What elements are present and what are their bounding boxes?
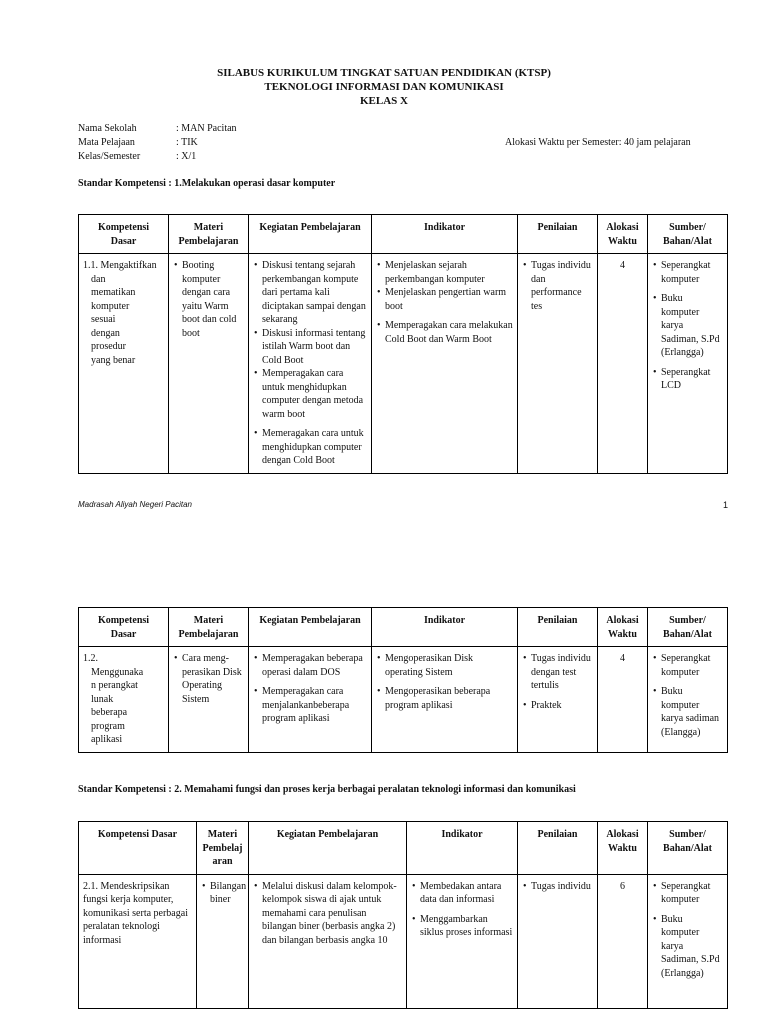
cell-kd: 1.2. Menggunaka n perangkat lunak beberapa program aplikasi [79,647,169,753]
syllabus-table-2 [78,607,728,753]
cell-kegiatan: • Diskusi tentang sejarah perkembangan kompute dari pertama kali diciptakan sampai dengan sekarang • Diskusi informasi tentang istilah Warm boot dan Cold Boot • Memperagakan cara untuk menghidupkan computer dengan metoda warm boot • Memeragakan cara untuk menghidupkan computer dengan Cold Boot [249,254,372,474]
meta-school [78,122,237,136]
col-materi: Materi Pembelaj aran [197,822,249,875]
cell-kegiatan: • Memperagakan beberapa operasi dalam DOS • Memperagakan cara menjalankanbeberapa program aplikasi [249,647,372,753]
doc-class: KELAS X [360,95,408,107]
col-indikator: Indikator [407,822,518,875]
cell-alokasi: 4 [598,254,648,474]
meta-class-label: Kelas/Semester [78,151,141,162]
cell-sumber: • Seperangkat komputer • Buku komputer karya Sadiman, S.Pd (Erlangga) • Seperangkat LCD [648,254,728,474]
page-footer [78,500,728,509]
col-penilaian: Penilaian [518,215,598,254]
table-row [79,647,728,753]
col-alokasi: Alokasi Waktu [598,822,648,875]
meta-class-value: : X/1 [176,151,197,162]
cell-materi: • Booting komputer dengan cara yaitu Warm boot dan cold boot [169,254,249,474]
cell-penilaian: • Tugas individu [518,874,598,1008]
col-kegiatan: Kegiatan Pembelajaran [249,608,372,647]
meta-subject-value: : TIK [176,137,198,148]
col-kd: Kompetensi Dasar [79,822,197,875]
cell-sumber: • Seperangkat komputer • Buku komputer karya sadiman (Elangga) [648,647,728,753]
cell-kd: 1.1. Mengaktifkan dan mematikan komputer sesuai dengan prosedur yang benar [79,254,169,474]
col-penilaian: Penilaian [518,608,598,647]
table-header-row [79,822,728,875]
footer-text: Madrasah Aliyah Negeri Pacitan [78,500,192,509]
cell-indikator: • Mengoperasikan Disk operating Sistem • Mengoperasikan beberapa program aplikasi [372,647,518,753]
col-indikator: Indikator [372,608,518,647]
col-kd: Kompetensi Dasar [79,215,169,254]
col-alokasi: Alokasi Waktu [598,215,648,254]
col-kegiatan: Kegiatan Pembelajaran [249,822,407,875]
col-sumber: Sumber/ Bahan/Alat [648,822,728,875]
col-kegiatan: Kegiatan Pembelajaran [249,215,372,254]
table-row [79,874,728,1008]
meta-alloc: Alokasi Waktu per Semester: 40 jam pelajaran [505,137,691,148]
col-materi: Materi Pembelajaran [169,215,249,254]
cell-kd: 2.1. Mendeskripsikan fungsi kerja komputer, komunikasi serta perbagai peralatan teknologi informasi [79,874,197,1008]
doc-subtitle: TEKNOLOGI INFORMASI DAN KOMUNIKASI [264,81,504,93]
meta-subject-label: Mata Pelajaan [78,137,135,148]
table-header-row [79,608,728,647]
cell-penilaian: • Tugas individu dan performance tes [518,254,598,474]
standard-competency-1: Standar Kompetensi : 1.Melakukan operasi dasar komputer [78,178,336,189]
cell-materi: • Cara meng-perasikan Disk Operating Sistem [169,647,249,753]
meta-school-label: Nama Sekolah [78,123,137,134]
col-sumber: Sumber/ Bahan/Alat [648,608,728,647]
cell-indikator: • Menjelaskan sejarah perkembangan komputer • Menjelaskan pengertian warm boot • Memperagakan cara melakukan Cold Boot dan Warm Boot [372,254,518,474]
col-sumber: Sumber/ Bahan/Alat [648,215,728,254]
syllabus-table-1 [78,214,728,474]
cell-materi: • Bilangan biner [197,874,249,1008]
syllabus-table-3 [78,821,728,1009]
cell-sumber: • Seperangkat komputer • Buku komputer karya Sadiman, S.Pd (Erlangga) [648,874,728,1008]
cell-indikator: • Membedakan antara data dan informasi • Menggambarkan siklus proses informasi [407,874,518,1008]
meta-subject [78,136,198,150]
cell-alokasi: 4 [598,647,648,753]
standard-competency-2: Standar Kompetensi : 2. Memahami fungsi dan proses kerja berbagai peralatan teknologi informasi dan komunikasi [78,784,576,795]
col-kd: Kompetensi Dasar [79,608,169,647]
doc-title: SILABUS KURIKULUM TINGKAT SATUAN PENDIDIKAN (KTSP) [217,67,551,79]
col-materi: Materi Pembelajaran [169,608,249,647]
col-alokasi: Alokasi Waktu [598,608,648,647]
col-penilaian: Penilaian [518,822,598,875]
meta-school-value: : MAN Pacitan [176,123,237,134]
meta-class [78,150,196,164]
table-row [79,254,728,474]
cell-penilaian: • Tugas individu dengan test tertulis • Praktek [518,647,598,753]
page-number: 1 [722,500,728,510]
col-indikator: Indikator [372,215,518,254]
table-header-row [79,215,728,254]
cell-kegiatan: • Melalui diskusi dalam kelompok-kelompok siswa di ajak untuk memahami cara penulisan bilangan biner (berbasis angka 2) dan bilangan berbasis angka 10 [249,874,407,1008]
cell-alokasi: 6 [598,874,648,1008]
